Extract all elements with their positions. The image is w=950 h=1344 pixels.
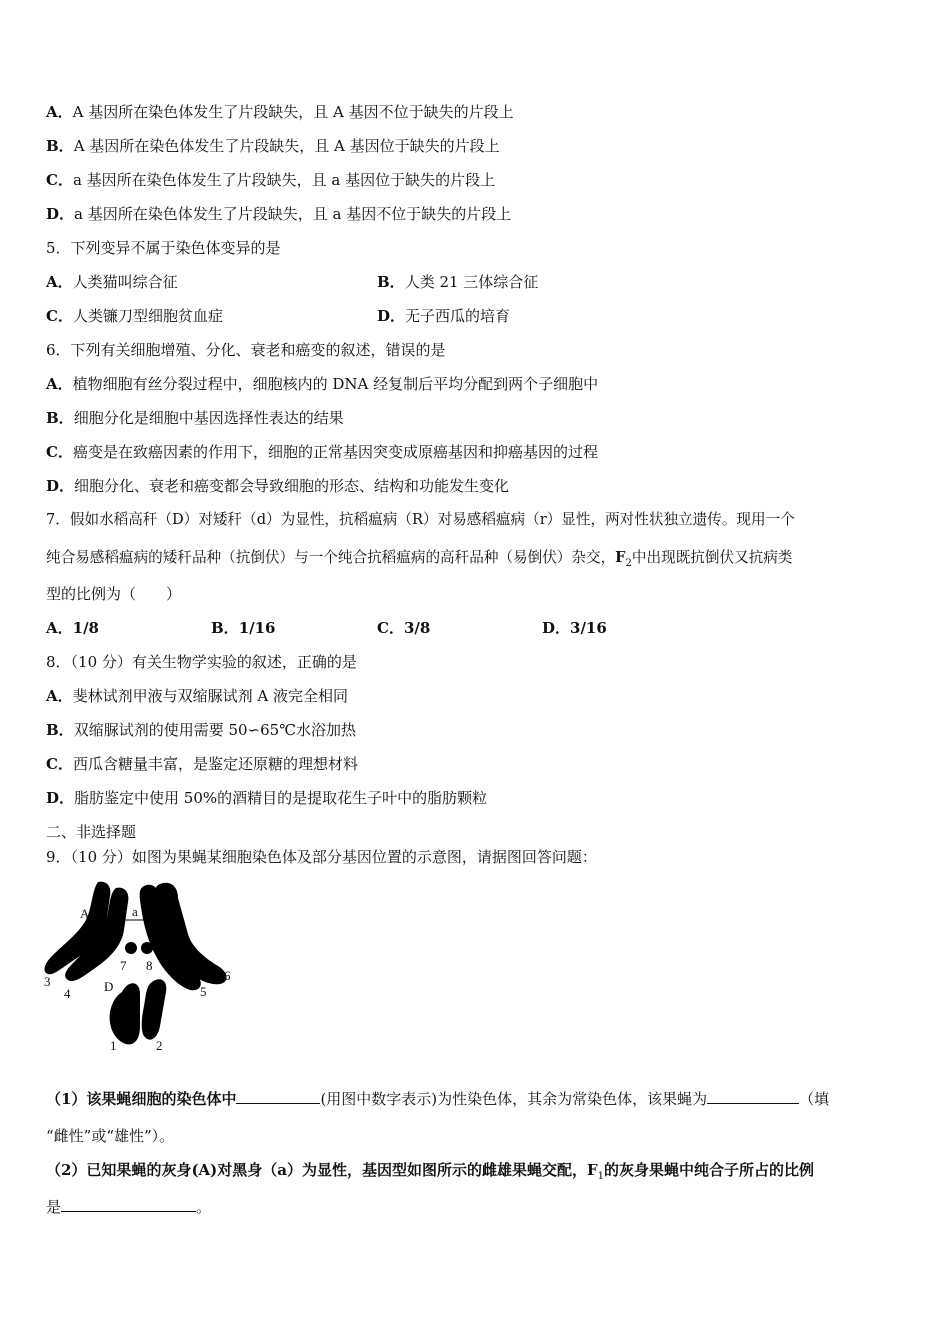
option-text: 人类 21 三体综合征 [404,273,539,291]
option-letter: D． [46,205,75,223]
option-letter: A． [46,619,73,637]
q4-option-b [46,136,500,156]
q6-option-d [46,476,509,496]
q4-option-a [46,102,514,122]
q9-sub1-line2: “雌性”或“雄性”）。 [46,1127,175,1145]
q9-stem: 9．（10 分）如图为果蝇某细胞染色体及部分基因位置的示意图，请据图回答问题： [46,848,597,866]
section-title: 二、非选择题 [46,823,137,841]
q9-sub2-line2 [46,1197,211,1217]
gene-label-D: D [104,979,114,994]
chromosome-label-7: 7 [120,958,127,973]
q8-option-b [46,720,356,740]
stem-text: 纯合易感稻瘟病的矮秆品种（抗倒伏）与一个纯合抗稻瘟病的高秆品种（易倒伏）杂交， [46,549,616,566]
option-text: 3/8 [403,619,431,637]
q4-option-c [46,170,495,190]
option-letter: D． [377,307,406,325]
answer-blank-1[interactable] [236,1089,320,1104]
f2-label: F [615,549,626,566]
option-text: 西瓜含糖量丰富，是鉴定还原糖的理想材料 [72,755,358,773]
f2-subscript: 2 [625,557,632,569]
q5-option-d [377,306,510,326]
q7-option-c [377,618,430,638]
q7-option-b [211,618,275,638]
option-letter: B． [46,721,74,739]
answer-blank-2[interactable] [707,1089,799,1104]
chromosome-label-8: 8 [146,958,153,973]
q7-option-d [542,618,607,638]
option-text: 1/8 [72,619,99,637]
q9-sub2-line1 [46,1160,814,1187]
q8-stem: 8．（10 分）有关生物学实验的叙述，正确的是 [46,653,357,671]
q5-option-b [377,272,538,292]
q8-option-c [46,754,358,774]
f1-label: F [587,1161,598,1179]
chromosome-2 [142,979,167,1039]
option-letter: C． [377,619,404,637]
option-letter: B． [377,273,405,291]
option-text: 人类猫叫综合征 [72,273,178,291]
f1-subscript: 1 [597,1171,605,1182]
option-text: 双缩脲试剂的使用需要 50∽65℃水浴加热 [73,721,356,739]
option-letter: D． [46,789,75,807]
option-letter: C． [46,171,73,189]
option-letter: A． [46,273,73,291]
chromosome-label-6: 6 [224,968,231,983]
chromosome-label-3: 3 [44,974,51,989]
option-letter: C． [46,443,73,461]
option-letter: B． [46,409,74,427]
option-text: 细胞分化是细胞中基因选择性表达的结果 [73,409,344,427]
q6-option-a [46,374,598,394]
option-letter: B． [211,619,239,637]
sub1-text: (用图中数字表示)为性染色体，其余为常染色体，该果蝇为 [320,1090,708,1108]
option-text: A 基因所在染色体发生了片段缺失，且 A 基因位于缺失的片段上 [73,137,500,155]
sub1-text: （1）该果蝇细胞的染色体中 [46,1090,237,1108]
q7-stem-line2 [46,548,792,574]
option-text: A 基因所在染色体发生了片段缺失，且 A 基因不位于缺失的片段上 [72,103,514,121]
q5-option-c [46,306,223,326]
q7-option-a [46,618,99,638]
option-text: 细胞分化、衰老和癌变都会导致细胞的形态、结构和功能发生变化 [74,477,510,495]
gene-label-A: A [80,906,90,921]
option-text: 人类镰刀型细胞贫血症 [72,307,223,325]
option-letter: D． [46,477,75,495]
q8-option-a [46,686,348,706]
chromosome-label-5: 5 [200,984,207,999]
option-letter: D． [542,619,571,637]
chromosome-1 [110,983,140,1044]
sub2-text: 是 [46,1198,62,1216]
option-letter: A． [46,103,73,121]
sub2-text: 。 [196,1198,212,1216]
answer-blank-3[interactable] [61,1197,196,1212]
q6-stem: 6．下列有关细胞增殖、分化、衰老和癌变的叙述，错误的是 [46,341,446,359]
q8-option-d [46,788,487,808]
q5-stem: 5．下列变异不属于染色体变异的是 [46,239,281,257]
q7-stem-line1: 7．假如水稻高秆（D）对矮秆（d）为显性，抗稻瘟病（R）对易感稻瘟病（r）显性，两对性状独立遗传。现用一个 [46,511,795,528]
gene-label-a: a [132,904,138,919]
chromosome-8 [141,942,153,954]
option-text: 植物细胞有丝分裂过程中，细胞核内的 DNA 经复制后平均分配到两个子细胞中 [72,375,599,393]
option-letter: C． [46,755,73,773]
option-letter: C． [46,307,73,325]
option-text: 斐林试剂甲液与双缩脲试剂 A 液完全相同 [72,687,349,705]
q6-option-b [46,408,344,428]
option-text: 脂肪鉴定中使用 50%的酒精目的是提取花生子叶中的脂肪颗粒 [74,789,488,807]
option-text: 1/16 [238,619,276,637]
option-text: a 基因所在染色体发生了片段缺失，且 a 基因不位于缺失的片段上 [74,205,512,223]
sub1-text: （填 [799,1090,830,1108]
q7-stem-line3: 型的比例为（ ） [46,585,182,603]
option-text: 无子西瓜的培育 [405,307,511,325]
q5-option-a [46,272,178,292]
chromosome-label-1: 1 [110,1038,117,1053]
option-text: 3/16 [570,619,607,637]
sub2-text: 的灰身果蝇中纯合子所占的比例 [604,1161,815,1179]
q6-option-c [46,442,598,462]
option-letter: B． [46,137,74,155]
option-text: 癌变是在致癌因素的作用下，细胞的正常基因突变成原癌基因和抑癌基因的过程 [72,443,598,461]
q4-option-d [46,204,511,224]
chromosome-7 [125,942,137,954]
chromosome-label-4: 4 [64,986,71,1001]
stem-text: 中出现既抗倒伏又抗病类 [631,549,793,566]
chromosome-diagram [40,876,240,1061]
chromosome-label-2: 2 [156,1038,163,1053]
option-text: a 基因所在染色体发生了片段缺失，且 a 基因位于缺失的片段上 [72,171,496,189]
option-letter: A． [46,375,73,393]
sub2-text: （2）已知果蝇的灰身(A)对黑身（a）为显性，基因型如图所示的雌雄果蝇交配， [46,1161,587,1179]
option-letter: A． [46,687,73,705]
q9-sub1-line1 [46,1089,829,1109]
